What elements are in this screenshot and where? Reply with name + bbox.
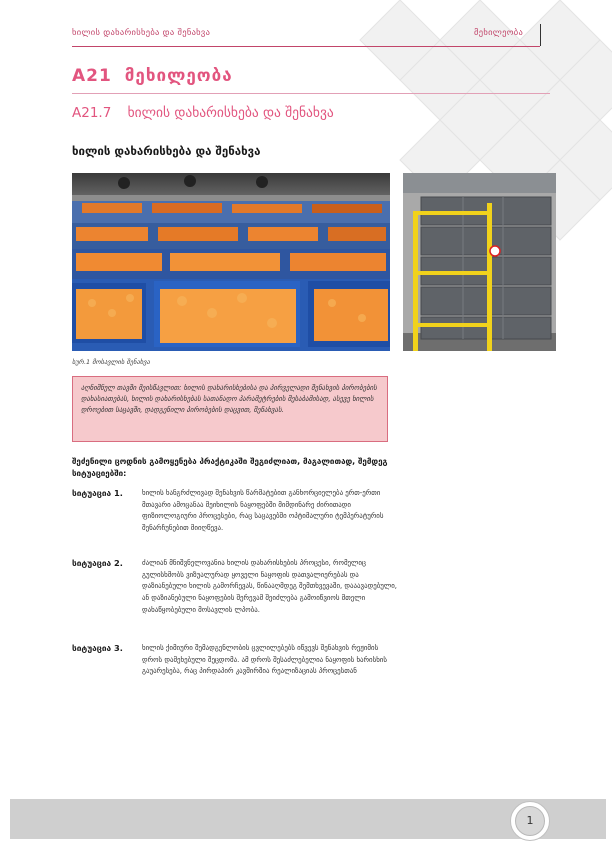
header-rule bbox=[72, 46, 540, 47]
running-header-title: ხილის დახარისხება და შენახვა bbox=[72, 28, 211, 38]
chapter-name: მეხილეობა bbox=[124, 66, 233, 86]
situation-label: სიტუაცია 1. bbox=[72, 488, 123, 498]
chapter-rule bbox=[72, 93, 550, 94]
situation-text: ხილის ხანგრძლივად შენახვის წარმატებით განხორციელება ერთ-ერთი მთავარი ამოცანაა მეიხილის ნაყოფებში მიმდინარე ძირითადი ფიზიოლოგიური პროცესები, რაც საცავებში ოპტიმალური ტემპერატურის შენარჩუნებით მიიღწევა. bbox=[142, 489, 384, 533]
situation-text: ხილის ქიმიური შემადგენლობის ცვლილებებს იწვევს შენახვის რეჟიმის დროს დამეხებული შეცდომა. ამ დროს შესაძლებელია ნაყოფის ხარისხის გაუარესება, რაც პირდაპირ კავშირშია რეალიზაციას პროცესთან bbox=[142, 644, 387, 676]
learning-objectives-box: აღნიშნულ თავში მეისწავლით: ხილის დახარისხებისა და პირველადი შენახვის პირობების დახასიათებას, ხილის დახარისხებას სათანადო პარამეტრების შესაბამისად, ასევე ხილის დროებით საცავში, დადგენილი პირობების დაცვით, შენახვას. bbox=[72, 376, 388, 442]
situation-text: ძალიან მნიშვნელოვანია ხილის დახარისხების პროცესი, რომელიც გულისხმობს ვიზუალურად ყოველი ნაყოფის დათვალიერებას და დაზიანებული ხილის გამორჩევას, წინააღმდეგ შემთხვევაში, დააავადებული, ან დაზიანებული ნაყოფების შერევამ შეიძლება გამოიწვიოს მთელი დახაწყობებული მოსავლის ლპობა. bbox=[142, 559, 397, 614]
crate-stack-photo bbox=[403, 173, 556, 351]
running-header-book: მეხილეობა bbox=[474, 28, 524, 38]
header-divider bbox=[540, 24, 541, 46]
section-heading: ხილის დახარისხება და შენახვა bbox=[72, 144, 261, 158]
chapter-code: A21 bbox=[72, 66, 112, 86]
subchapter-name: ხილის დახარისხება და შენახვა bbox=[127, 105, 334, 121]
situation-label: სიტუაცია 3. bbox=[72, 643, 123, 653]
chapter-title bbox=[72, 66, 233, 86]
subchapter-number: A21.7 bbox=[72, 105, 112, 121]
page-number: 1 bbox=[515, 806, 545, 836]
situations-intro: შეძენილი ცოდნის გამოყენება პრაქტიკაში შეგიძლიათ, მაგალითად, შემდეგ სიტუაციებში: bbox=[72, 457, 388, 478]
subchapter-title bbox=[72, 105, 334, 121]
figure-caption: სურ.1 მოსავლის შენახვა bbox=[72, 358, 150, 366]
oranges-storage-photo bbox=[72, 173, 390, 351]
situation-label: სიტუაცია 2. bbox=[72, 558, 123, 568]
